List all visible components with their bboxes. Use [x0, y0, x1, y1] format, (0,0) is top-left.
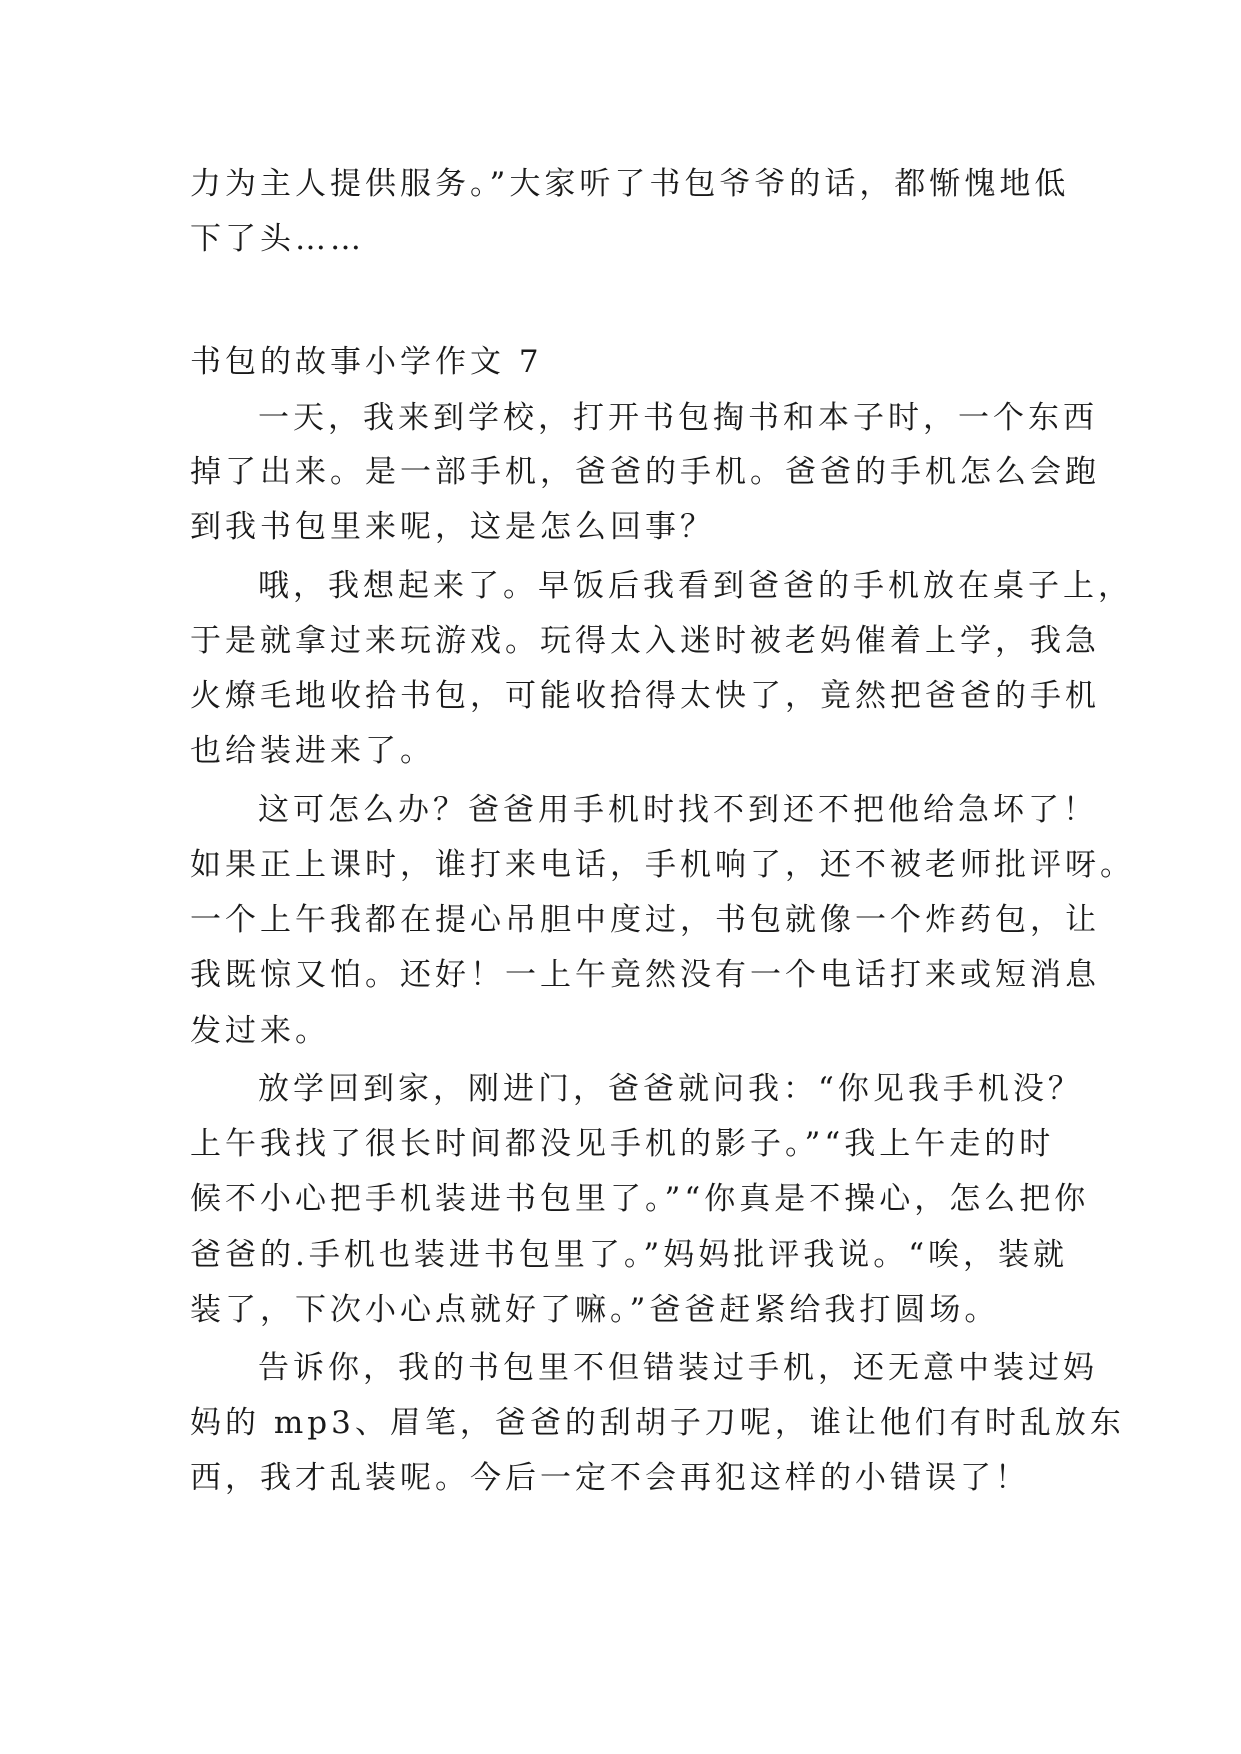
- paragraph-start: 哦，我想起来了。早饭后我看到爸爸的手机放在桌子上，: [258, 568, 1133, 604]
- text-line: 发过来。: [190, 1013, 330, 1049]
- paragraph-start: 一天，我来到学校，打开书包掏书和本子时，一个东西: [258, 400, 1098, 436]
- text-line: 西，我才乱装呢。今后一定不会再犯这样的小错误了！: [190, 1460, 1030, 1496]
- text-line: 如果正上课时，谁打来电话，手机响了，还不被老师批评呀。: [190, 847, 1135, 883]
- paragraph-start: 这可怎么办？爸爸用手机时找不到还不把他给急坏了！: [258, 792, 1098, 828]
- text-line: 我既惊又怕。还好！一上午竟然没有一个电话打来或短消息: [190, 957, 1100, 993]
- text-line: 火燎毛地收拾书包，可能收拾得太快了，竟然把爸爸的手机: [190, 678, 1100, 714]
- section-title: 书包的故事小学作文 7: [190, 344, 543, 380]
- paragraph-start: 告诉你，我的书包里不但错装过手机，还无意中装过妈: [258, 1350, 1098, 1386]
- paragraph-start: 放学回到家，刚进门，爸爸就问我：“你见我手机没？: [258, 1071, 1083, 1107]
- text-line: 也给装进来了。: [190, 733, 435, 769]
- text-line: 于是就拿过来玩游戏。玩得太入迷时被老妈催着上学，我急: [190, 623, 1100, 659]
- text-line: 妈的 mp3、眉笔，爸爸的刮胡子刀呢，谁让他们有时乱放东: [190, 1405, 1125, 1441]
- text-line: 爸爸的.手机也装进书包里了。”妈妈批评我说。“唉，装就: [190, 1237, 1069, 1273]
- text-line: 掉了出来。是一部手机，爸爸的手机。爸爸的手机怎么会跑: [190, 454, 1100, 490]
- text-line: 到我书包里来呢，这是怎么回事？: [190, 509, 715, 545]
- text-line: 一个上午我都在提心吊胆中度过，书包就像一个炸药包，让: [190, 902, 1100, 938]
- text-line: 候不小心把手机装进书包里了。”“你真是不操心，怎么把你: [190, 1181, 1090, 1217]
- text-line: 力为主人提供服务。”大家听了书包爷爷的话，都惭愧地低: [190, 166, 1070, 202]
- text-line: 装了，下次小心点就好了嘛。”爸爸赶紧给我打圆场。: [190, 1292, 1000, 1328]
- text-line: 下了头……: [190, 221, 365, 257]
- text-line: 上午我找了很长时间都没见手机的影子。”“我上午走的时: [190, 1126, 1055, 1162]
